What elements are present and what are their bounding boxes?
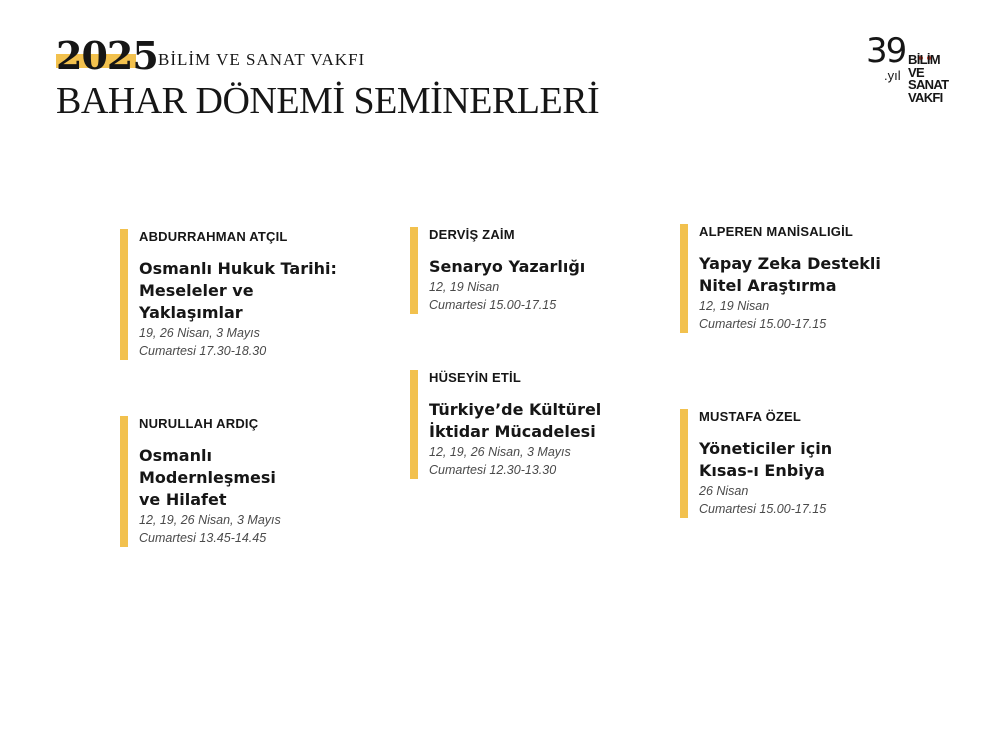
- course-title-line: Senaryo Yazarlığı: [429, 257, 586, 276]
- logo-word: BİLİM: [908, 52, 940, 67]
- logo-number: 39: [866, 31, 906, 71]
- year: 2025: [56, 33, 158, 78]
- seminar-time: Cumartesi 15.00-17.15: [699, 502, 827, 516]
- logo-dots: [919, 47, 939, 51]
- course-title-line: Modernleşmesi: [139, 468, 276, 487]
- course-title: [139, 445, 281, 511]
- speaker-name: HÜSEYİN ETİL: [429, 370, 521, 385]
- speaker-name: ALPEREN MANİSALIGİL: [699, 224, 854, 239]
- course-title: [699, 253, 881, 297]
- seminar-dates: 12, 19, 26 Nisan, 3 Mayıs: [139, 513, 281, 527]
- seminar-dates: 12, 19 Nisan: [429, 280, 500, 294]
- seminar-dates: 12, 19 Nisan: [699, 299, 770, 313]
- seminar-card: [120, 416, 281, 547]
- seminar-time: Cumartesi 17.30-18.30: [139, 344, 267, 358]
- page-title: BAHAR DÖNEMİ SEMİNERLERİ: [56, 80, 600, 122]
- speaker-name: DERVİŞ ZAİM: [429, 227, 515, 242]
- foundation-logo: [864, 31, 949, 118]
- course-title-line: Meseleler ve: [139, 281, 254, 300]
- seminar-time: Cumartesi 15.00-17.15: [429, 298, 557, 312]
- seminar-dates: 19, 26 Nisan, 3 Mayıs: [139, 326, 260, 340]
- accent-bar: [410, 227, 418, 314]
- course-title-line: Türkiye’de Kültürel: [429, 400, 602, 419]
- course-title-line: Osmanlı Hukuk Tarihi:: [139, 259, 337, 278]
- seminar-card: [680, 409, 832, 518]
- accent-bar: [120, 416, 128, 547]
- speaker-name: NURULLAH ARDIÇ: [139, 416, 259, 431]
- seminar-time: Cumartesi 12.30-13.30: [429, 463, 557, 477]
- organization-name: BİLİM VE SANAT VAKFI: [158, 50, 366, 69]
- course-title-line: Yapay Zeka Destekli: [699, 254, 881, 273]
- seminar-card: [120, 229, 337, 360]
- course-title-line: ve Hilafet: [139, 490, 227, 509]
- course-title-line: Yöneticiler için: [699, 439, 833, 458]
- accent-bar: [680, 224, 688, 333]
- seminar-card: [410, 227, 585, 314]
- course-title: [429, 399, 601, 443]
- seminar-time: Cumartesi 15.00-17.15: [699, 317, 827, 331]
- course-title: [699, 438, 832, 482]
- course-title-line: İktidar Mücadelesi: [429, 422, 596, 441]
- course-title: [139, 258, 337, 324]
- speaker-name: MUSTAFA ÖZEL: [699, 409, 802, 424]
- course-title-line: Yaklaşımlar: [139, 303, 243, 322]
- course-title-line: Osmanlı: [139, 446, 212, 465]
- accent-bar: [410, 370, 418, 479]
- speaker-name: ABDURRAHMAN ATÇIL: [139, 229, 288, 244]
- seminar-dates: 26 Nisan: [699, 484, 749, 498]
- course-title-line: Kısas-ı Enbiya: [699, 461, 825, 480]
- seminar-dates: 12, 19, 26 Nisan, 3 Mayıs: [429, 445, 571, 459]
- logo-words: [908, 54, 948, 104]
- seminar-time: Cumartesi 13.45-14.45: [139, 531, 267, 545]
- logo-word: VAKFI: [908, 89, 943, 105]
- logo-word: SANAT: [908, 77, 949, 92]
- accent-bar: [680, 409, 688, 518]
- seminar-card: [680, 224, 881, 333]
- accent-bar: [120, 229, 128, 360]
- course-title-line: Nitel Araştırma: [699, 276, 837, 295]
- seminar-card: [410, 370, 601, 479]
- course-title: [429, 256, 585, 278]
- logo-suffix: .yıl: [884, 68, 901, 83]
- logo-word: VE: [908, 64, 924, 80]
